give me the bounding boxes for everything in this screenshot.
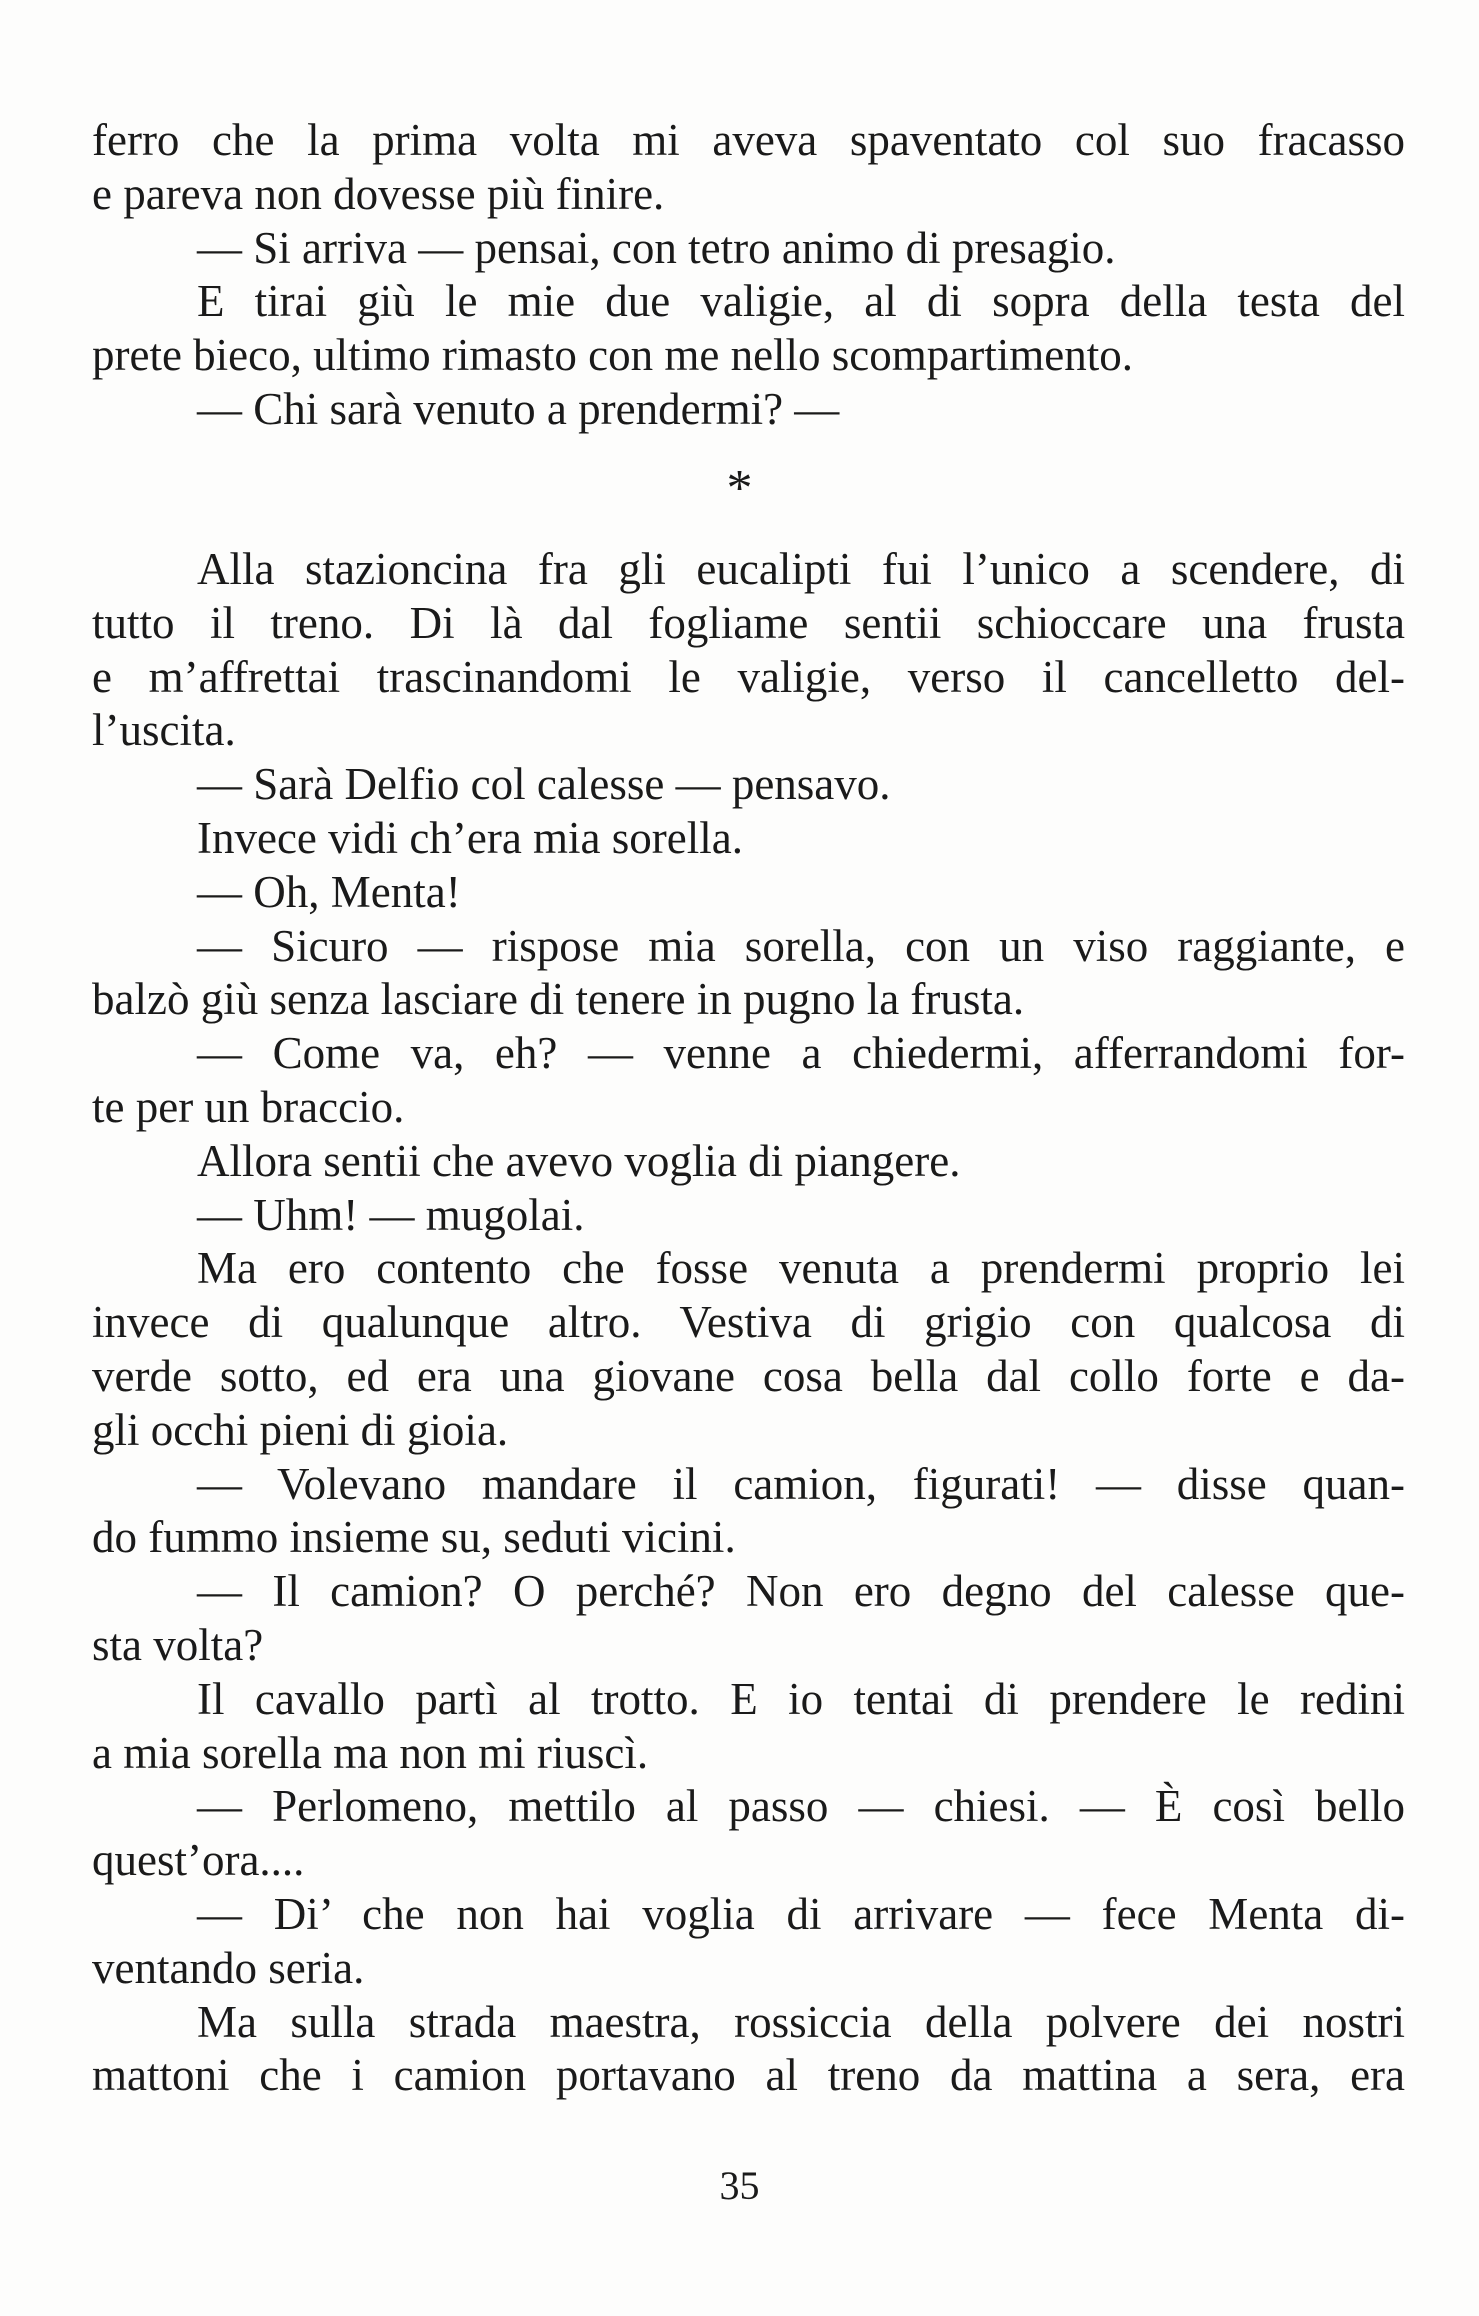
text-line: e m’affrettai trascinandomi le valigie, verso il cancelletto del- xyxy=(92,651,1405,702)
text-line: gli occhi pieni di gioia. xyxy=(92,1404,509,1455)
text-line: — Di’ che non hai voglia di arrivare — fece Menta di- xyxy=(197,1889,1405,1939)
text-line: — Oh, Menta! xyxy=(197,866,461,917)
text-line: — Perlomeno, mettilo al passo — chiesi. — È così bello xyxy=(197,1781,1405,1832)
text-line: balzò giù senza lasciare di tenere in pugno la frusta. xyxy=(92,974,1025,1025)
text-line: Invece vidi ch’era mia sorella. xyxy=(197,813,743,863)
section-separator-asterisk: * xyxy=(726,460,753,517)
text-line: a mia sorella ma non mi riuscì. xyxy=(92,1727,649,1778)
text-line: e pareva non dovesse più finire. xyxy=(92,168,665,219)
text-line: — Come va, eh? — venne a chiedermi, afferrandomi for- xyxy=(197,1028,1405,1079)
text-line: sta volta? xyxy=(92,1620,264,1670)
text-line: Allora sentii che avevo voglia di piangere. xyxy=(197,1135,961,1186)
text-line: invece di qualunque altro. Vestiva di grigio con qualcosa di xyxy=(92,1297,1405,1348)
text-line: — Chi sarà venuto a prendermi? — xyxy=(197,384,840,434)
text-line: prete bieco, ultimo rimasto con me nello scompartimento. xyxy=(92,330,1133,381)
text-line: do fummo insieme su, seduti vicini. xyxy=(92,1512,736,1563)
text-line: — Uhm! — mugolai. xyxy=(197,1189,585,1240)
text-line: Il cavallo partì al trotto. E io tentai di prendere le redini xyxy=(197,1673,1405,1724)
text-line: Ma ero contento che fosse venuta a prendermi proprio lei xyxy=(197,1243,1405,1294)
page-number: 35 xyxy=(719,2163,760,2208)
text-line: tutto il treno. Di là dal fogliame sentii schioccare una frusta xyxy=(92,597,1405,648)
text-line: — Volevano mandare il camion, figurati! — disse quan- xyxy=(197,1458,1405,1509)
text-line: E tirai giù le mie due valigie, al di sopra della testa del xyxy=(197,276,1405,327)
text-line: l’uscita. xyxy=(92,705,236,756)
text-line: Alla stazioncina fra gli eucalipti fui l’unico a scendere, di xyxy=(197,544,1405,594)
text-line: ventando seria. xyxy=(92,1942,365,1993)
text-line: — Il camion? O perché? Non ero degno del calesse que- xyxy=(197,1566,1405,1617)
text-line: mattoni che i camion portavano al treno da mattina a sera, era xyxy=(92,2050,1405,2101)
text-line: — Si arriva — pensai, con tetro animo di presagio. xyxy=(197,222,1116,273)
text-line: verde sotto, ed era una giovane cosa bella dal collo forte e da- xyxy=(92,1351,1405,1401)
text-line: quest’ora.... xyxy=(92,1835,305,1886)
text-line: ferro che la prima volta mi aveva spaventato col suo fracasso xyxy=(92,115,1405,165)
text-line: — Sicuro — rispose mia sorella, con un viso raggiante, e xyxy=(197,920,1405,971)
text-line: te per un braccio. xyxy=(92,1082,405,1132)
text-line: Ma sulla strada maestra, rossiccia della polvere dei nostri xyxy=(197,1996,1405,2047)
text-line: — Sarà Delfio col calesse — pensavo. xyxy=(197,759,891,810)
